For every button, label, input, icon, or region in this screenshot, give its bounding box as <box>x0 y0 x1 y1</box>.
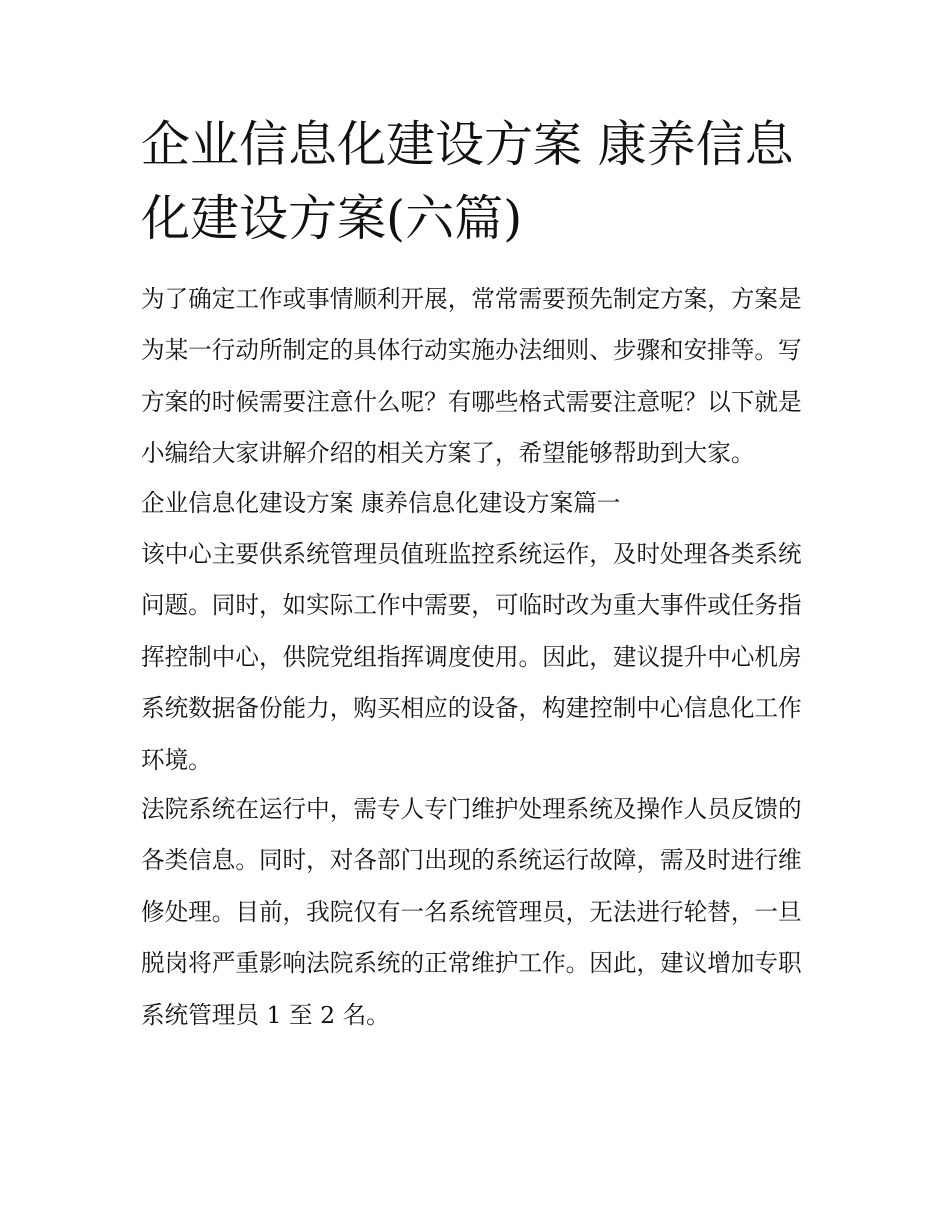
document-title: 企业信息化建设方案 康养信息化建设方案(六篇) <box>141 116 794 247</box>
intro-paragraph: 为了确定工作或事情顺利开展，常常需要预先制定方案，方案是为某一行动所制定的具体行动实施办法细则、步骤和安排等。写方案的时候需要注意什么呢？有哪些格式需要注意呢？以下就是小编给大家讲解介绍的相关方案了，希望能够帮助到大家。 <box>141 285 802 468</box>
body-paragraph-1: 该中心主要供系统管理员值班监控系统运作，及时处理各类系统问题。同时，如实际工作中需要，可临时改为重大事件或任务指挥控制中心，供院党组指挥调度使用。因此，建议提升中心机房系统数据备份能力，购买相应的设备，构建控制中心信息化工作环境。 <box>141 540 802 774</box>
document-content <box>141 108 813 1039</box>
section-heading: 企业信息化建设方案 康养信息化建设方案篇一 <box>141 488 621 517</box>
body-paragraph-2: 法院系统在运行中，需专人专门维护处理系统及操作人员反馈的各类信息。同时，对各部门出现的系统运行故障，需及时进行维修处理。目前，我院仅有一名系统管理员，无法进行轮替，一旦脱岗将严重影响法院系统的正常维护工作。因此，建议增加专职系统管理员 1 至 2 名。 <box>141 795 802 1029</box>
